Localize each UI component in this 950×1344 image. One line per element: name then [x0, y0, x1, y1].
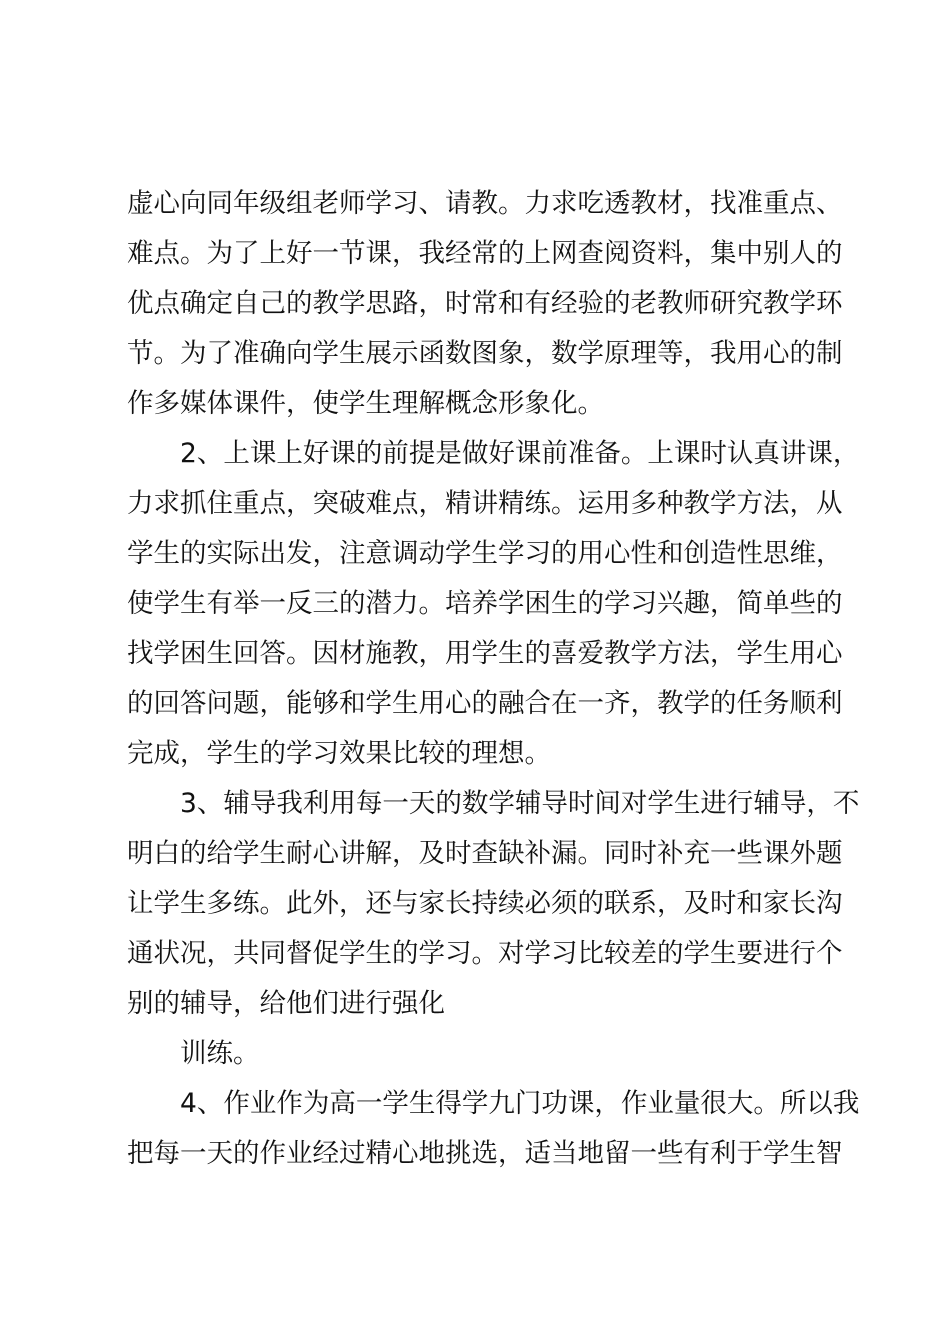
- paragraph-4-first-line: 4、作业作为高一学生得学九门功课，作业量很大。所以我: [180, 1088, 860, 1119]
- text-line: 优点确定自己的教学思路，时常和有经验的老教师研究教学环: [127, 288, 843, 319]
- paragraph-3-first-line: 3、辅导我利用每一天的数学辅导时间对学生进行辅导，不: [180, 788, 860, 819]
- text-line: 使学生有举一反三的潜力。培养学困生的学习兴趣，简单些的: [127, 588, 843, 619]
- text-line: 虚心向同年级组老师学习、请教。力求吃透教材，找准重点、: [127, 188, 843, 219]
- text-line: 通状况，共同督促学生的学习。对学习比较差的学生要进行个: [127, 938, 843, 969]
- text-line: 学生的实际出发，注意调动学生学习的用心性和创造性思维，: [127, 538, 843, 569]
- text-line: 节。为了准确向学生展示函数图象，数学原理等，我用心的制: [127, 338, 843, 369]
- text-line: 别的辅导，给他们进行强化: [127, 988, 445, 1019]
- text-line: 找学困生回答。因材施教，用学生的喜爱教学方法，学生用心: [127, 638, 843, 669]
- paragraph-2-first-line: 2、上课上好课的前提是做好课前准备。上课时认真讲课，: [180, 438, 860, 469]
- text-line: 作多媒体课件，使学生理解概念形象化。: [127, 388, 604, 419]
- text-line: 完成，学生的学习效果比较的理想。: [127, 738, 551, 769]
- text-line: 让学生多练。此外，还与家长持续必须的联系，及时和家长沟: [127, 888, 843, 919]
- text-line: 的回答问题，能够和学生用心的融合在一齐，教学的任务顺利: [127, 688, 843, 719]
- text-line: 力求抓住重点，突破难点，精讲精练。运用多种教学方法，从: [127, 488, 843, 519]
- text-line: 明白的给学生耐心讲解，及时查缺补漏。同时补充一些课外题: [127, 838, 843, 869]
- text-line: 难点。为了上好一节课，我经常的上网查阅资料，集中别人的: [127, 238, 843, 269]
- text-line: 训练。: [180, 1038, 260, 1069]
- text-line: 把每一天的作业经过精心地挑选，适当地留一些有利于学生智: [127, 1138, 843, 1169]
